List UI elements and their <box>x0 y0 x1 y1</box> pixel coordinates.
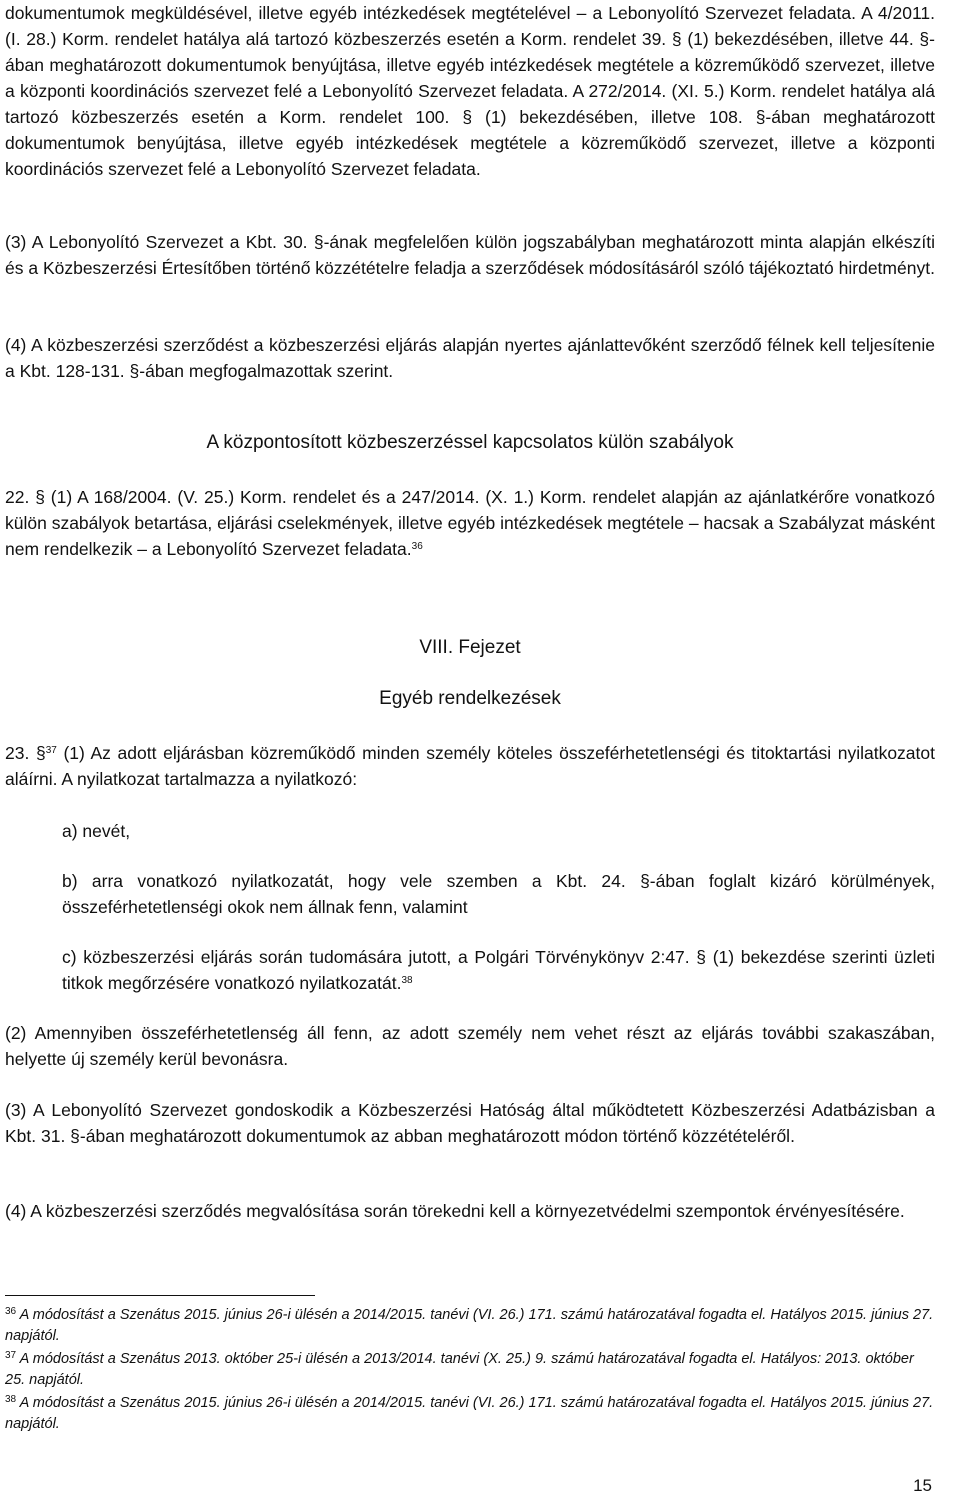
footnote-36 <box>5 1305 935 1347</box>
paragraph-23-2: (2) Amennyiben összeférhetetlenség áll fenn, az adott személy nem vehet részt az eljárás további szakaszában, helyette új személy kerül bevonásra. <box>5 1023 935 1069</box>
footnote-divider <box>5 1295 315 1296</box>
paragraph-3: (3) A Lebonyolító Szervezet a Kbt. 30. §-ának megfelelően külön jogszabályban meghatározott minta alapján elkészíti és a Közbeszerzési Értesítőben történő közzétételre feladja a szerződések módosításáról szóló tájékoztató hirdetményt. <box>5 232 935 278</box>
footnote-text: A módosítást a Szenátus 2015. június 26-i ülésén a 2014/2015. tanévi (VI. 26.) 171. számú határozatával fogadta el. Hatályos 2015. június 27. napjától. <box>5 1307 934 1344</box>
list-item-c-text: c) közbeszerzési eljárás során tudomására jutott, a Polgári Törvénykönyv 2:47. § (1) bekezdése szerinti üzleti titkok megőrzésére vonatkozó nyilatkozatát. <box>62 947 935 993</box>
paragraph-intro: dokumentumok megküldésével, illetve egyéb intézkedések megtételével – a Lebonyolító Szervezet feladata. A 4/2011. (I. 28.) Korm. rendelet hatálya alá tartozó közbeszerzés esetén a Korm. rendelet 39. § (1) bekezdésében, illetve 44. §-ában meghatározott dokumentumok benyújtása, illetve egyéb intézkedések megtétele a közreműködő szervezet, illetve a központi koordinációs szervezet felé a Lebonyolító Szervezet feladata. A 272/2014. (XI. 5.) Korm. rendelet hatálya alá tartozó közbeszerzés esetén a Korm. rendelet 100. § (1) bekezdésében, illetve 108. §-ában meghatározott dokumentumok benyújtása, illetve egyéb intézkedések megtétele a közreműködő szervezet, illetve a központi koordinációs szervezet felé a Lebonyolító Szervezet feladata. <box>5 3 935 179</box>
footnote-ref-37: 37 <box>45 745 57 756</box>
list-item-c <box>62 944 935 996</box>
footnote-37 <box>5 1349 935 1391</box>
paragraph-22-text: 22. § (1) A 168/2004. (V. 25.) Korm. rendelet és a 247/2014. (X. 1.) Korm. rendelet alapján az ajánlatkérőre vonatkozó külön szabályok betartása, eljárási cselekmények, illetve egyéb intézkedések megtétele – hacsak a Szabályzat másként nem rendelkezik – a Lebonyolító Szervezet feladata. <box>5 487 935 559</box>
section-title: A központosított közbeszerzéssel kapcsolatos külön szabályok <box>206 432 734 453</box>
page-number: 15 <box>913 1476 932 1495</box>
paragraph-23-3: (3) A Lebonyolító Szervezet gondoskodik a Közbeszerzési Hatóság által működtetett Közbeszerzési Adatbázisban a Kbt. 31. §-ában meghatározott dokumentumok az abban meghatározott módon történő közzétételéről. <box>5 1100 935 1146</box>
list-item-a: a) nevét, <box>62 821 131 841</box>
footnote-number: 36 <box>5 1306 17 1317</box>
paragraph-23-text: (1) Az adott eljárásban közreműködő minden személy köteles összeférhetetlenségi és titoktartási nyilatkozatot aláírni. A nyilatkozat tartalmazza a nyilatkozó: <box>5 743 935 789</box>
paragraph-4: (4) A közbeszerzési szerződést a közbeszerzési eljárás alapján nyertes ajánlattevőként szerződő félnek kell teljesítenie a Kbt. 128-131. §-ában megfogalmazottak szerint. <box>5 335 935 381</box>
footnote-38 <box>5 1393 935 1435</box>
footnote-text: A módosítást a Szenátus 2013. október 25-i ülésén a 2013/2014. tanévi (X. 25.) 9. számú határozatával fogadta el. Hatályos: 2013. október 25. napjától. <box>5 1351 914 1388</box>
paragraph-23-number: 23. § <box>5 743 46 763</box>
footnote-number: 37 <box>5 1350 17 1361</box>
paragraph-22 <box>5 484 935 562</box>
footnote-text: A módosítást a Szenátus 2015. június 26-i ülésén a 2014/2015. tanévi (VI. 26.) 171. számú határozatával fogadta el. Hatályos 2015. június 27. napjától. <box>5 1395 934 1432</box>
chapter-number: VIII. Fejezet <box>419 637 521 658</box>
footnote-number: 38 <box>5 1394 17 1405</box>
chapter-title: Egyéb rendelkezések <box>379 688 561 709</box>
paragraph-23 <box>5 740 935 792</box>
footnote-ref-38: 38 <box>401 975 413 986</box>
paragraph-23-4: (4) A közbeszerzési szerződés megvalósítása során törekedni kell a környezetvédelmi szempontok érvényesítésére. <box>5 1201 905 1221</box>
list-item-b: b) arra vonatkozó nyilatkozatát, hogy vele szemben a Kbt. 24. §-ában foglalt kizáró körülmények, összeférhetetlenségi okok nem állnak fenn, valamint <box>62 871 935 917</box>
footnote-ref-36: 36 <box>411 541 423 552</box>
